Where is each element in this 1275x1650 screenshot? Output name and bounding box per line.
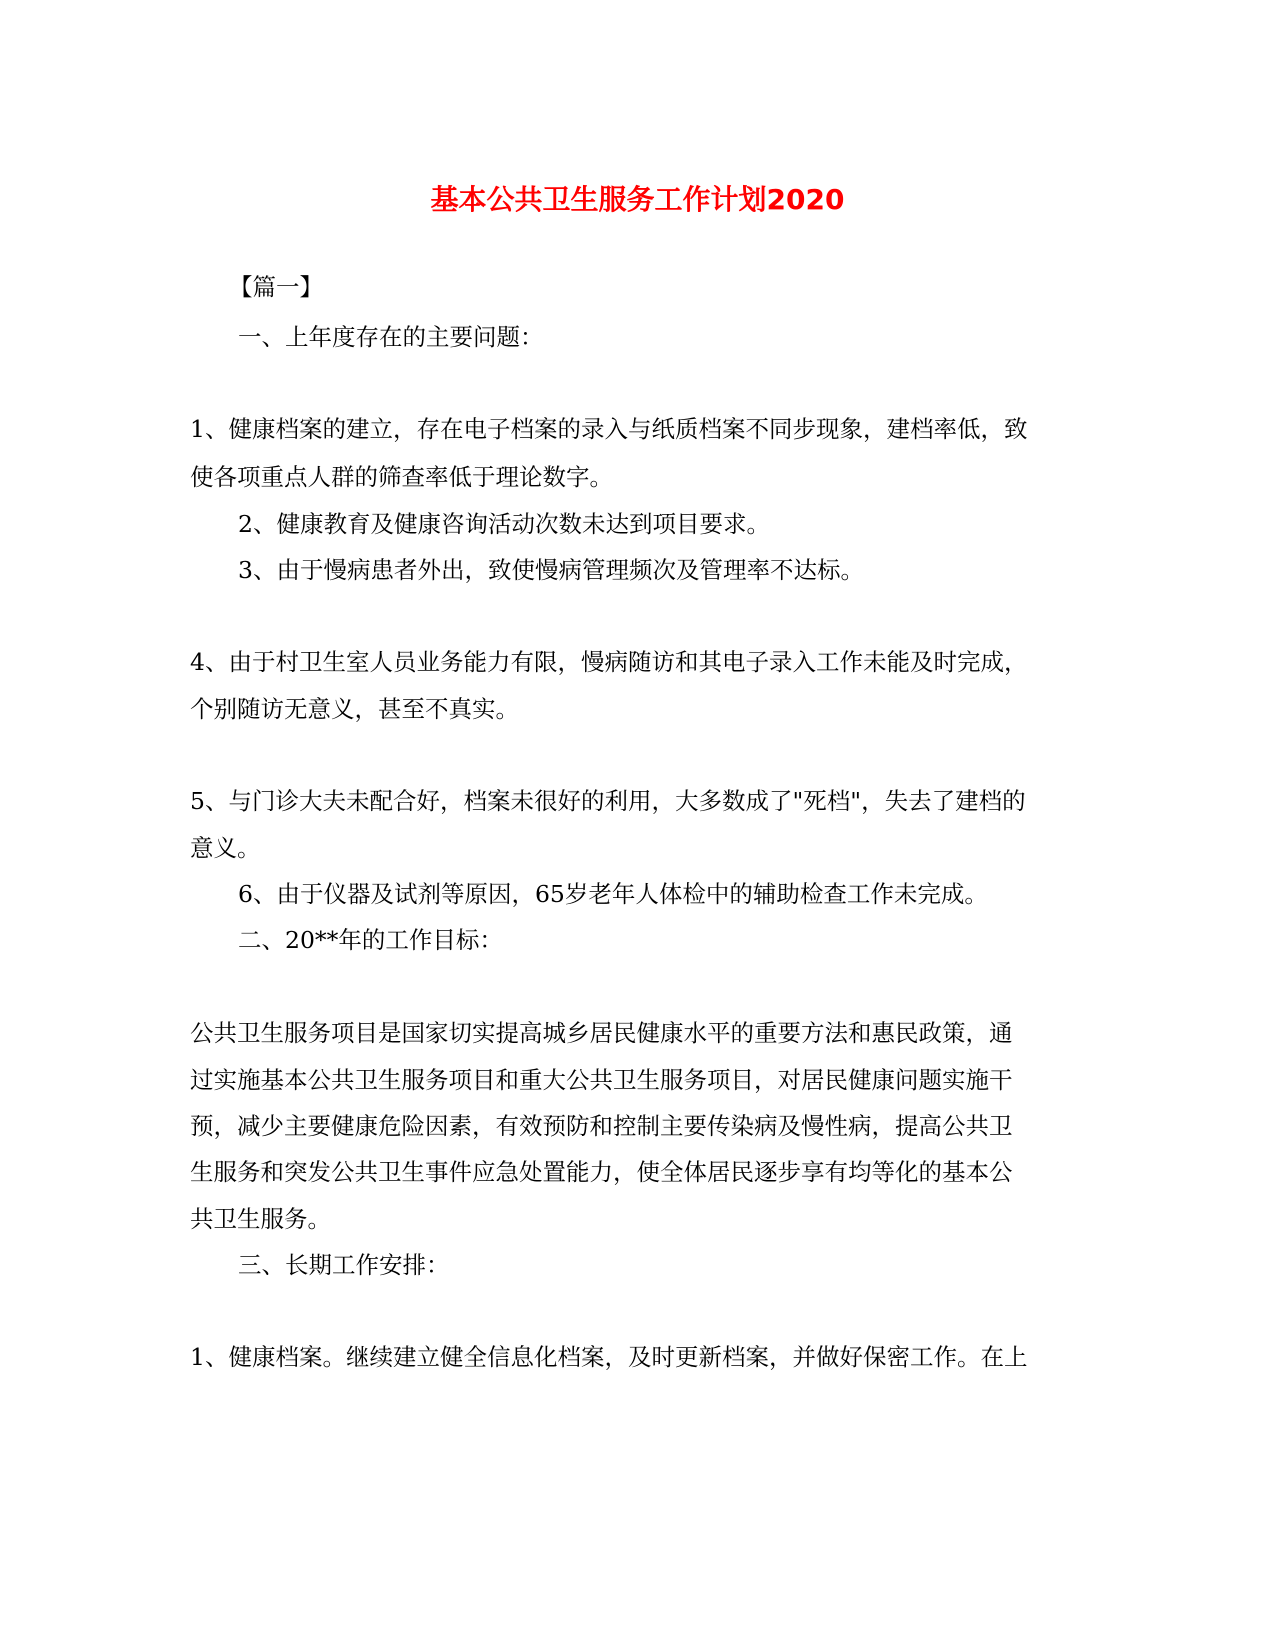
heading-long-term-arrangement: 三、长期工作安排： — [238, 1251, 450, 1279]
problem-1-line-2: 使各项重点人群的筛查率低于理论数字。 — [190, 463, 613, 491]
problem-4-line-1: 4、由于村卫生室人员业务能力有限，慢病随访和其电子录入工作未能及时完成， — [190, 648, 1028, 676]
problem-1-line-1: 1、健康档案的建立，存在电子档案的录入与纸质档案不同步现象，建档率低，致 — [190, 415, 1028, 443]
document-title: 基本公共卫生服务工作计划2020 — [430, 183, 845, 216]
goals-paragraph-line-1: 公共卫生服务项目是国家切实提高城乡居民健康水平的重要方法和惠民政策，通 — [190, 1019, 1013, 1047]
section-label-part-one: 【篇一】 — [229, 273, 323, 301]
arrangement-1-line-1: 1、健康档案。继续建立健全信息化档案，及时更新档案，并做好保密工作。在上 — [190, 1343, 1028, 1371]
heading-main-problems: 一、上年度存在的主要问题： — [238, 323, 544, 351]
problem-3: 3、由于慢病患者外出，致使慢病管理频次及管理率不达标。 — [238, 556, 864, 584]
goals-paragraph-line-3: 预，减少主要健康危险因素，有效预防和控制主要传染病及慢性病，提高公共卫 — [190, 1112, 1013, 1140]
heading-work-goals: 二、20**年的工作目标： — [238, 926, 503, 954]
problem-2: 2、健康教育及健康咨询活动次数未达到项目要求。 — [238, 510, 770, 538]
goals-paragraph-line-4: 生服务和突发公共卫生事件应急处置能力，使全体居民逐步享有均等化的基本公 — [190, 1158, 1013, 1186]
problem-5-line-2: 意义。 — [190, 834, 261, 862]
problem-5-line-1: 5、与门诊大夫未配合好，档案未很好的利用，大多数成了"死档"，失去了建档的 — [190, 787, 1026, 815]
goals-paragraph-line-2: 过实施基本公共卫生服务项目和重大公共卫生服务项目，对居民健康问题实施干 — [190, 1066, 1013, 1094]
problem-6: 6、由于仪器及试剂等原因，65岁老年人体检中的辅助检查工作未完成。 — [238, 880, 988, 908]
goals-paragraph-line-5: 共卫生服务。 — [190, 1205, 331, 1233]
problem-4-line-2: 个别随访无意义，甚至不真实。 — [190, 695, 519, 723]
